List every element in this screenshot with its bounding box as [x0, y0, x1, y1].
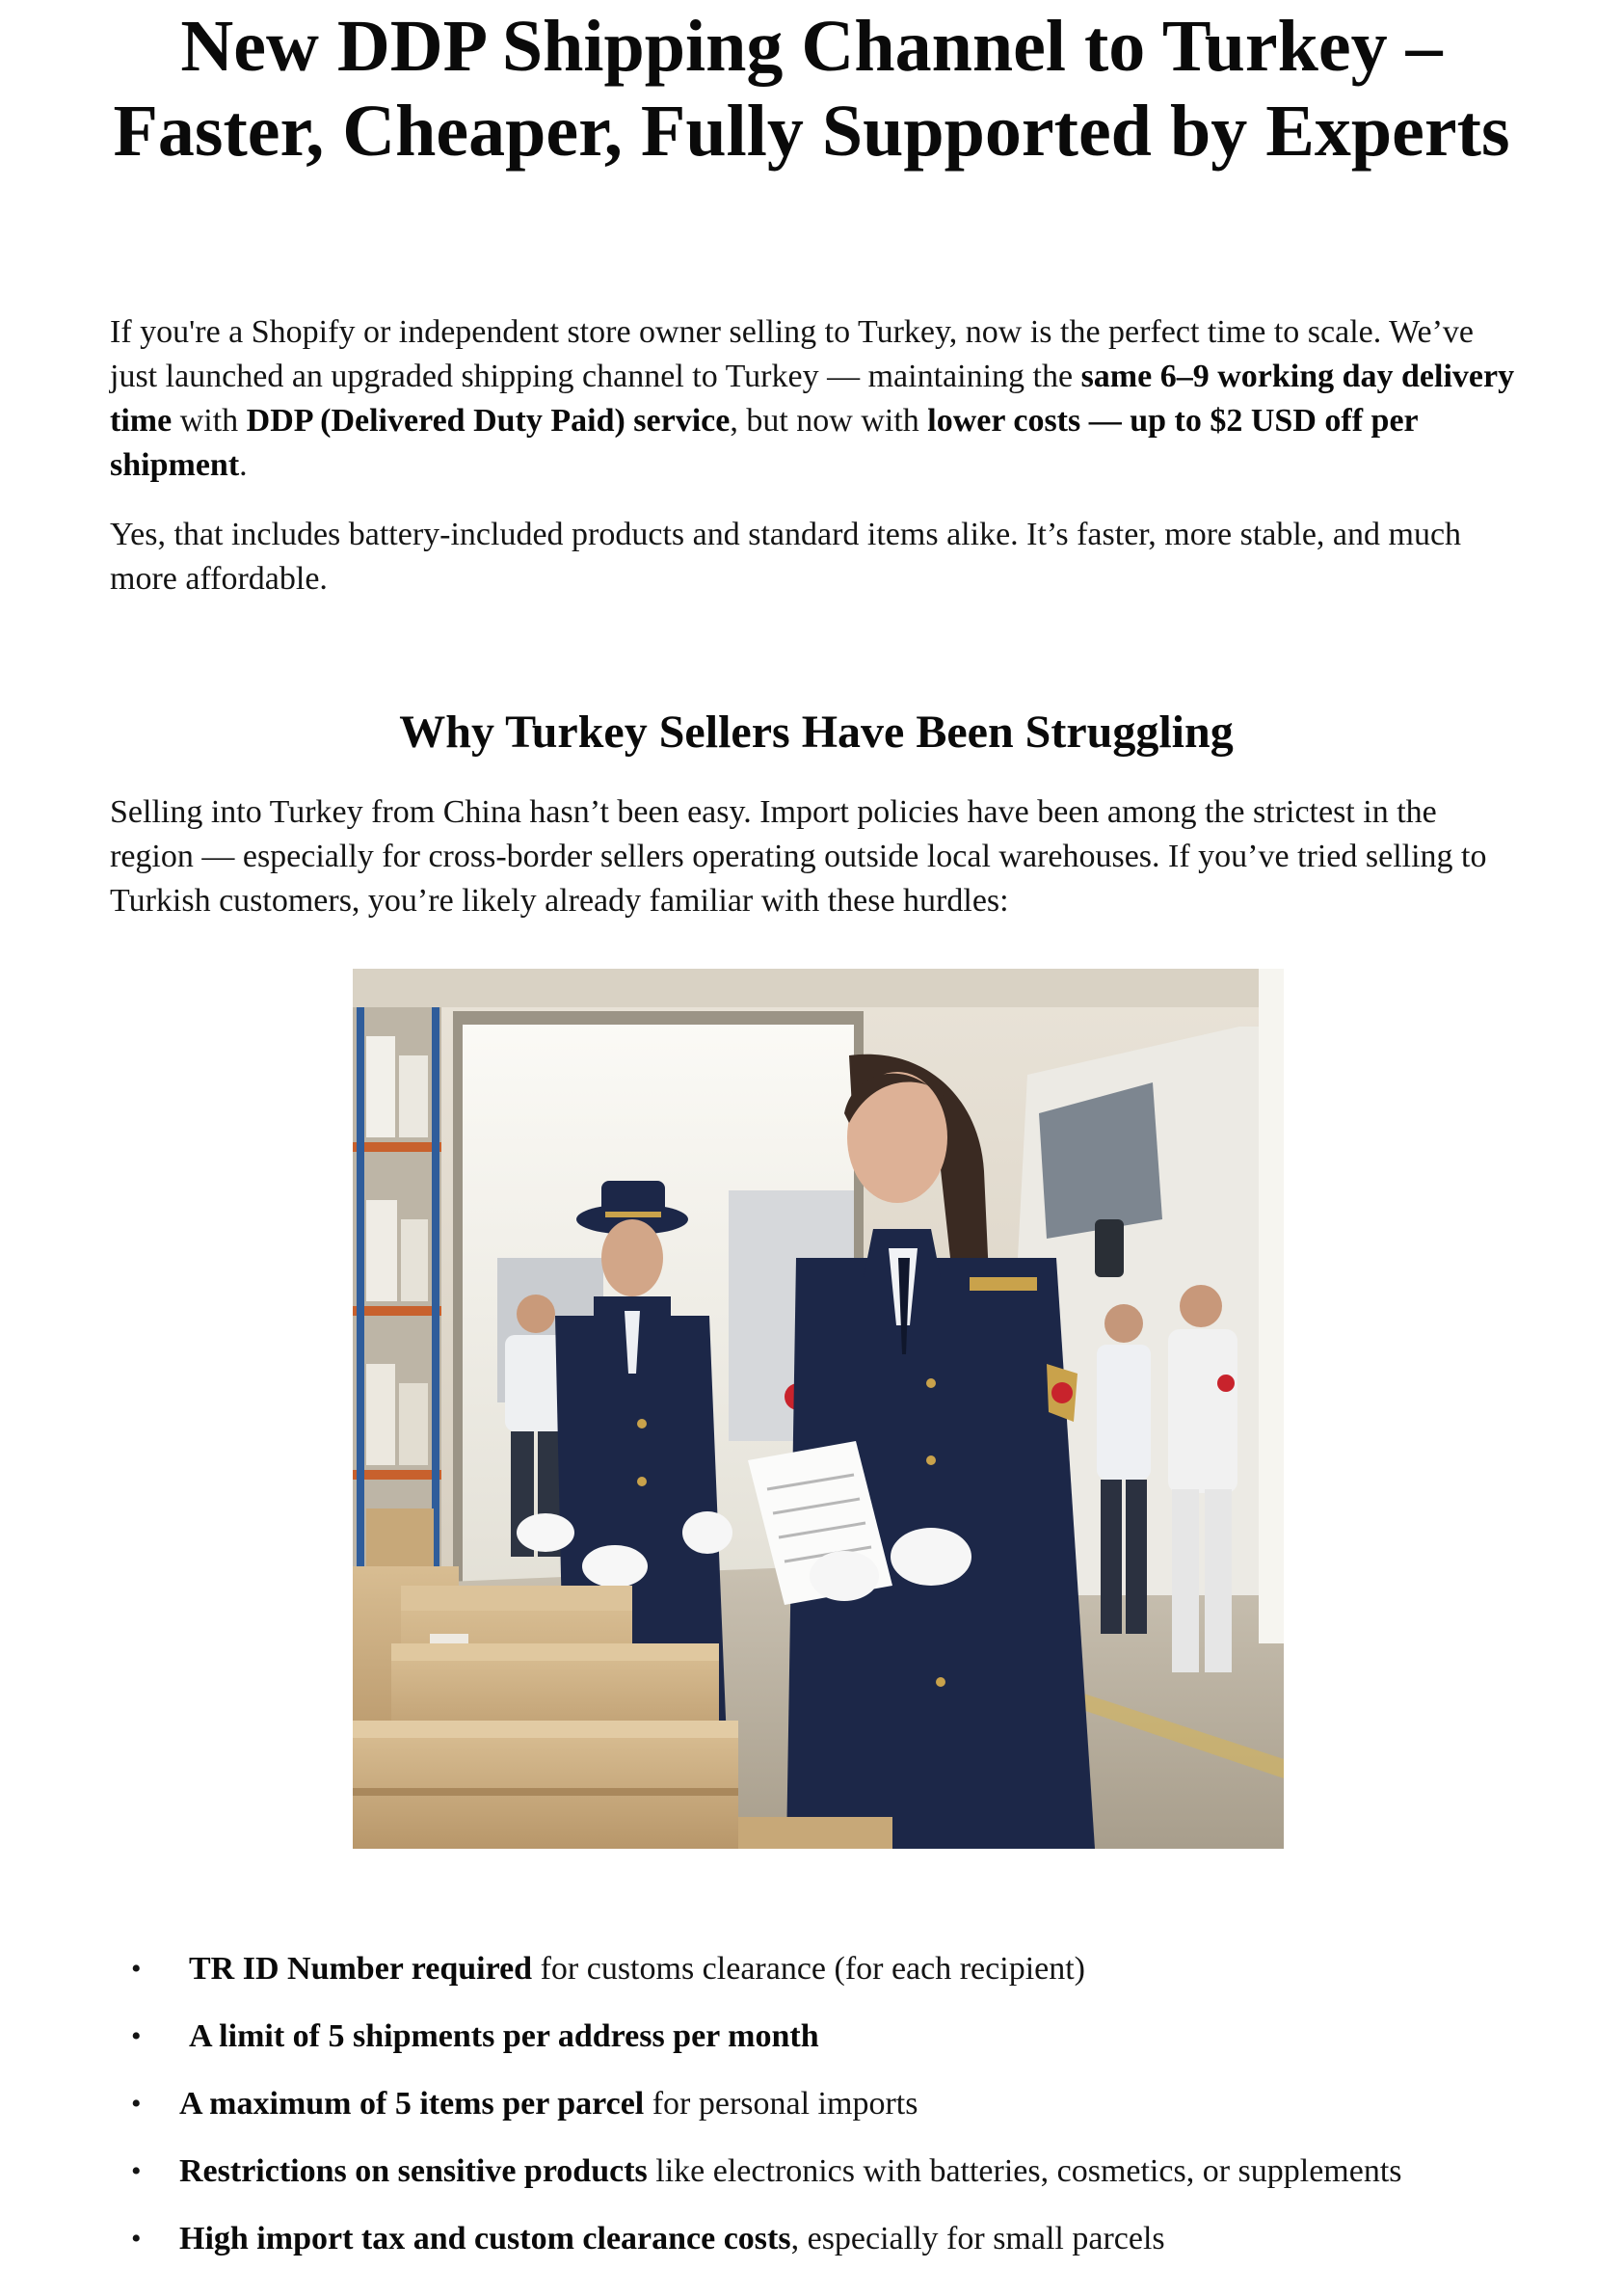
- list-item: [110, 2072, 1556, 2140]
- intro-text-4: .: [239, 447, 248, 483]
- list-item-bold: TR ID Number required: [189, 1951, 533, 1987]
- door-frame: [453, 1011, 864, 1025]
- list-item-bold: A limit of 5 shipments per address per month: [189, 2018, 819, 2054]
- list-item-bold: High import tax and custom clearance costs: [179, 2221, 791, 2256]
- list-item-rest: , especially for small parcels: [790, 2221, 1165, 2256]
- section-paragraph: Selling into Turkey from China hasn’t been easy. Import policies have been among the strictest in the region — especially for cross-border sellers operating outside local warehouses. If you’ve tried selling to Turkish customers, you’re likely already familiar with these hurdles:: [110, 794, 1487, 919]
- list-item-text: [179, 2140, 1402, 2203]
- warehouse-ceiling: [353, 969, 1284, 1007]
- list-item-text: [189, 2005, 819, 2069]
- bullet-icon: •: [131, 2223, 142, 2255]
- article-title: New DDP Shipping Channel to Turkey – Faster, Cheaper, Fully Supported by Experts: [113, 6, 1510, 172]
- intro-text-1: If you're a Shopify or independent store owner selling to Turkey, now is the perfect time to scale. We’ve just launched an upgraded shipping channel to Turkey — maintaining the: [110, 314, 1474, 394]
- list-item-text: [189, 1937, 1085, 2001]
- section-heading: Why Turkey Sellers Have Been Struggling: [399, 707, 1234, 758]
- bullet-icon: •: [131, 1953, 142, 1985]
- photo-illustration: [353, 969, 1284, 1849]
- list-item: [110, 2005, 1556, 2072]
- list-item: [110, 2207, 1556, 2275]
- list-item: [110, 2140, 1556, 2207]
- list-item-rest: for personal imports: [644, 2086, 918, 2122]
- bullet-icon: •: [131, 2020, 142, 2052]
- list-item-rest: like electronics with batteries, cosmetics, or supplements: [647, 2153, 1402, 2189]
- intro-text-3: , but now with: [730, 403, 928, 439]
- list-item-bold: A maximum of 5 items per parcel: [179, 2086, 645, 2122]
- intro-bold-delivery: same 6–9 working day delivery time: [110, 359, 1515, 439]
- list-item-text: [179, 2072, 918, 2136]
- list-item-bold: Restrictions on sensitive products: [179, 2153, 648, 2189]
- list-item-text: [179, 2207, 1165, 2271]
- intro-second-paragraph: Yes, that includes battery-included products and standard items alike. It’s faster, more stable, and much more affordable.: [110, 517, 1462, 597]
- bullet-icon: •: [131, 2088, 142, 2120]
- intro-bold-ddp: DDP (Delivered Duty Paid) service: [246, 403, 731, 439]
- intro-text-2: with: [172, 403, 247, 439]
- list-item: [110, 1937, 1556, 2005]
- list-item-rest: for customs clearance (for each recipient): [532, 1951, 1085, 1987]
- bullet-icon: •: [131, 2155, 142, 2187]
- storage-shelves: [353, 1007, 441, 1624]
- intro-bold-costs: lower costs — up to $2 USD off per shipment: [110, 403, 1419, 483]
- customs-inspection-photo: [353, 969, 1284, 1849]
- hurdles-list: [110, 1937, 1556, 2275]
- intro-paragraph: [110, 310, 1523, 488]
